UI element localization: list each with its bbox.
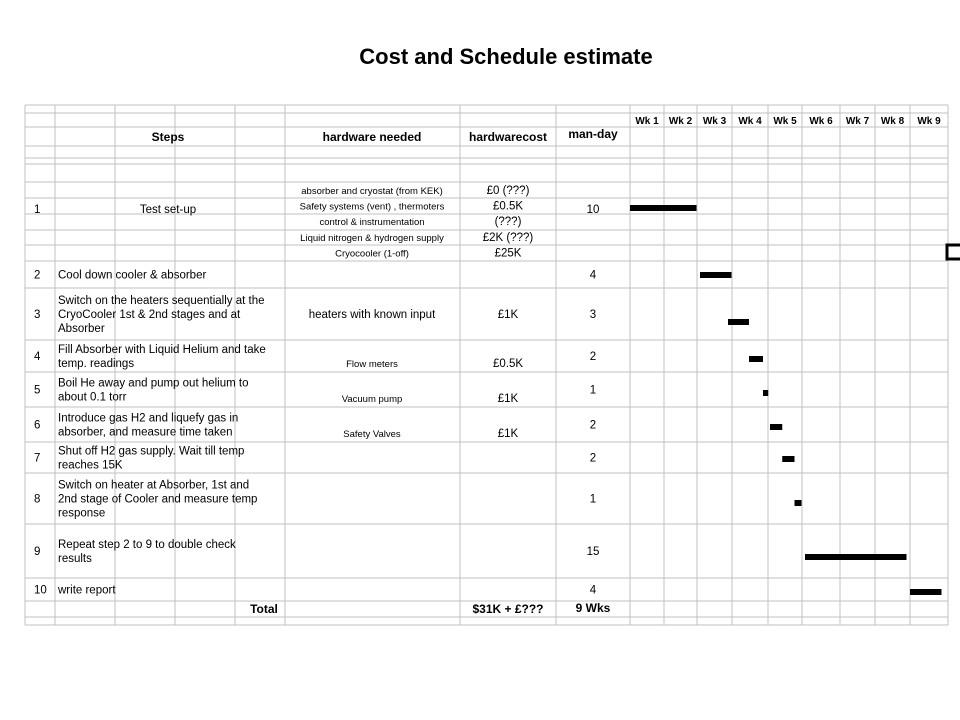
step-number: 10	[34, 584, 47, 597]
hardware-item: absorber and cryostat (from KEK)	[301, 186, 443, 197]
step-description: Fill Absorber with Liquid Helium and take	[58, 344, 266, 356]
manday-value: 3	[589, 309, 597, 321]
hardware-cost: £2K (???)	[482, 231, 534, 244]
step-description: response	[58, 507, 106, 520]
week-header: Wk 6	[809, 116, 833, 127]
page-title: Cost and Schedule estimate	[359, 44, 653, 69]
hardware-cost: £0 (???)	[486, 185, 530, 197]
hardware-item: heaters with known input	[308, 309, 436, 321]
total-manday: 9 Wks	[575, 601, 611, 615]
hardware-cost: £1K	[497, 309, 519, 321]
step-description: about 0.1 torr	[58, 391, 127, 404]
step-description: Test set-up	[139, 204, 197, 216]
step-number: 9	[34, 546, 41, 558]
hardware-item: Liquid nitrogen & hydrogen supply	[300, 232, 444, 244]
step-number: 8	[34, 493, 41, 506]
total-cost: $31K + £???	[472, 602, 544, 616]
hardware-cost: £25K	[494, 247, 522, 260]
step-description: Absorber	[58, 323, 105, 335]
step-description: results	[58, 553, 92, 565]
hardware-cost: £0.5K	[492, 358, 524, 370]
hardware-cost: (???)	[494, 216, 522, 229]
hardware-item: Safety systems (vent) , thermoters	[299, 201, 445, 213]
hardware-cost: £1K	[497, 428, 519, 440]
gantt-bar	[770, 424, 782, 430]
manday-value: 4	[589, 269, 597, 282]
step-number: 1	[34, 204, 41, 216]
week-header: Wk 3	[702, 116, 727, 127]
step-description: absorber, and measure time taken	[58, 426, 233, 439]
step-number: 7	[34, 452, 41, 465]
week-header: Wk 5	[773, 116, 797, 127]
gantt-bar	[728, 319, 749, 325]
gantt-bar	[630, 205, 697, 211]
manday-value: 10	[586, 204, 600, 216]
gantt-bar	[763, 390, 768, 396]
step-description: 2nd stage of Cooler and measure temp	[58, 493, 258, 506]
step-description: temp. readings	[58, 358, 135, 370]
week-header: Wk 9	[917, 116, 941, 127]
header-cost: hardwarecost	[468, 130, 548, 144]
manday-value: 1	[589, 493, 597, 506]
manday-value: 2	[589, 452, 597, 465]
step-description: reaches 15K	[58, 459, 123, 472]
gantt-bar	[749, 356, 763, 362]
total-label: Total	[250, 602, 278, 616]
week-header: Wk 8	[880, 116, 905, 127]
step-number: 4	[34, 351, 41, 363]
step-description: Introduce gas H2 and liquefy gas in	[58, 412, 239, 425]
step-description: Cool down cooler & absorber	[58, 269, 207, 282]
header-hardware: hardware needed	[322, 130, 422, 144]
hardware-cost: £1K	[497, 393, 519, 405]
week-header: Wk 2	[668, 116, 693, 127]
bracket-marker	[947, 245, 960, 259]
gantt-bar	[795, 500, 802, 506]
step-number: 3	[34, 309, 41, 321]
step-number: 5	[34, 384, 41, 397]
step-description: Shut off H2 gas supply. Wait till temp	[58, 445, 245, 458]
step-description: write report	[58, 584, 116, 597]
step-number: 6	[34, 419, 41, 432]
hardware-item: Cryocooler (1-off)	[335, 248, 409, 260]
manday-value: 15	[586, 546, 600, 558]
gantt-bar	[805, 554, 907, 560]
hardware-item: Safety Valves	[343, 429, 401, 440]
step-description: Switch on the heaters sequentially at the	[58, 295, 265, 307]
step-description: Boil He away and pump out helium to	[58, 377, 249, 390]
header-steps: Steps	[151, 130, 185, 144]
hardware-item: Vacuum pump	[341, 394, 403, 405]
week-header: Wk 4	[738, 116, 762, 127]
manday-value: 2	[589, 351, 597, 363]
gantt-bar	[910, 589, 942, 595]
hardware-item: control & instrumentation	[319, 217, 425, 229]
step-description: Switch on heater at Absorber, 1st and	[58, 479, 250, 492]
header-manday: man-day	[568, 127, 618, 141]
step-description: Repeat step 2 to 9 to double check	[58, 539, 236, 551]
week-header: Wk 1	[635, 116, 659, 127]
manday-value: 4	[589, 584, 597, 597]
week-header: Wk 7	[845, 116, 870, 127]
hardware-item: Flow meters	[346, 359, 398, 370]
gantt-bar	[700, 272, 732, 278]
step-number: 2	[34, 269, 41, 282]
step-description: CryoCooler 1st & 2nd stages and at	[58, 309, 241, 321]
hardware-cost: £0.5K	[492, 200, 524, 213]
manday-value: 1	[589, 384, 597, 397]
manday-value: 2	[589, 419, 597, 432]
gantt-bar	[782, 456, 794, 462]
